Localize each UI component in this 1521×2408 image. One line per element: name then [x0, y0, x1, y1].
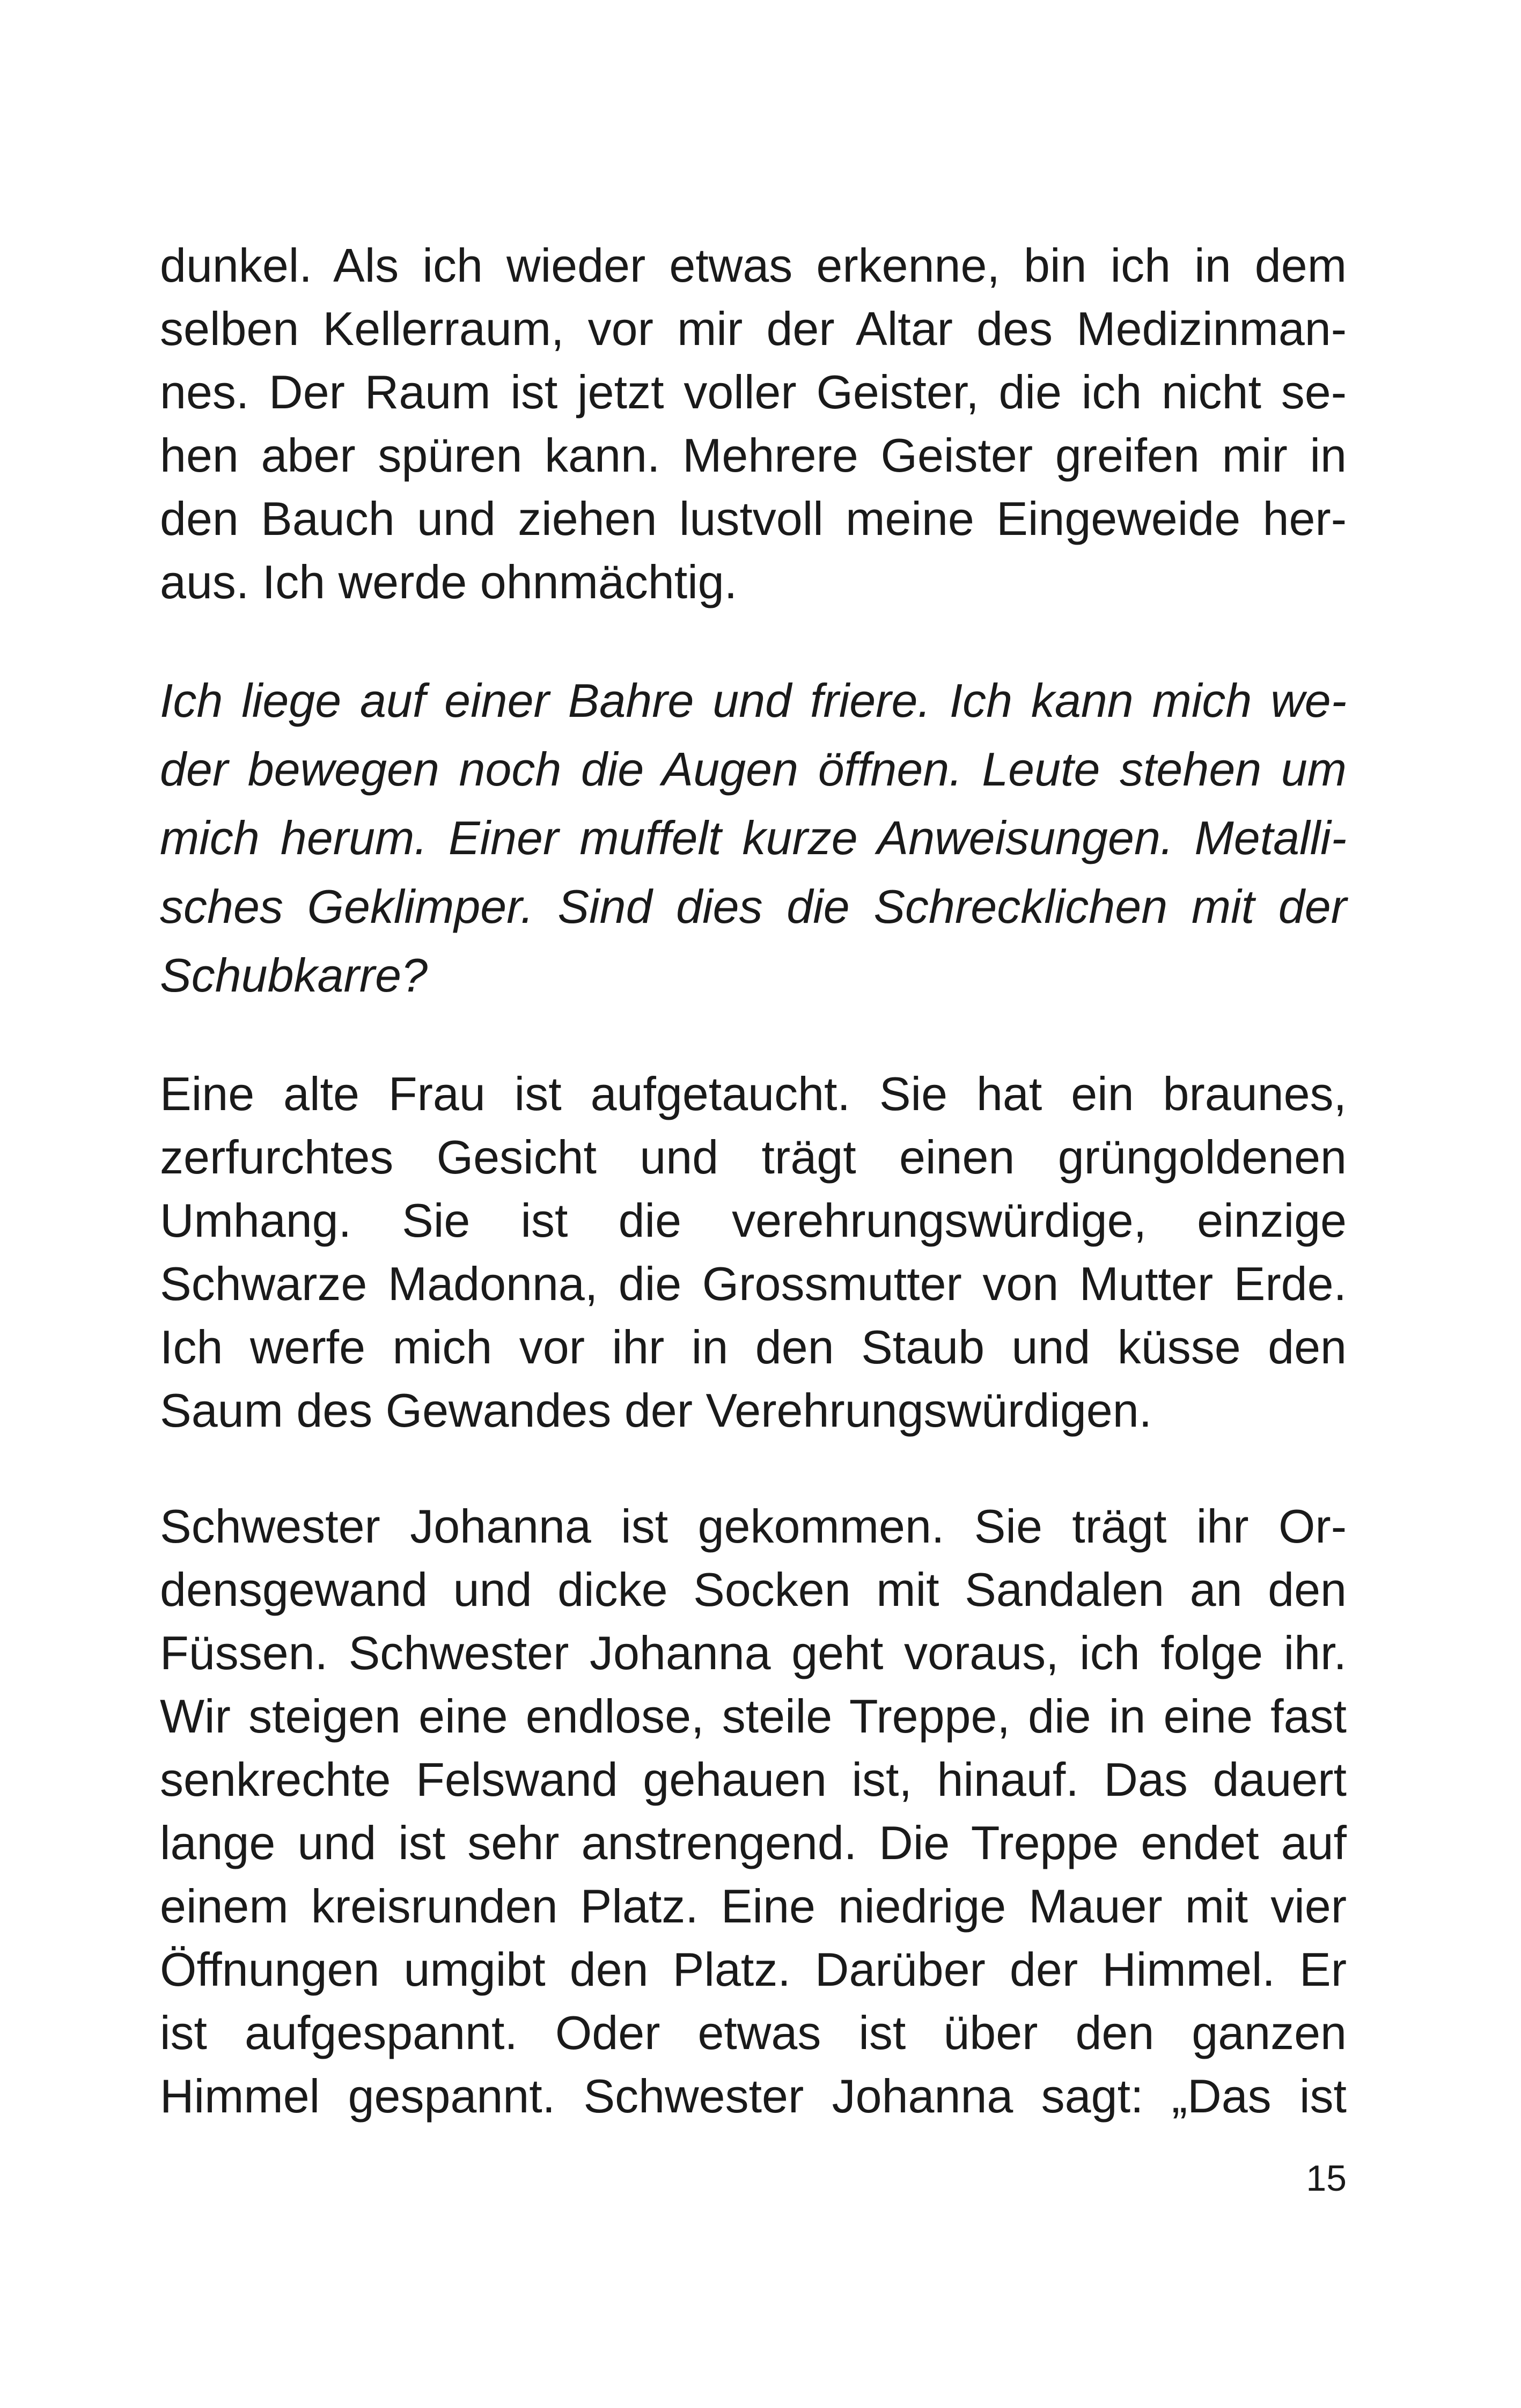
text-line: lange und ist sehr anstrengend. Die Treppe endet auf — [160, 1816, 1347, 1869]
text-line: Füssen. Schwester Johanna geht voraus, ich folge ihr. — [160, 1626, 1347, 1679]
paragraph-2-italic — [160, 666, 1347, 1010]
paragraph-spacer — [160, 1442, 1347, 1495]
text-line: Himmel gespannt. Schwester Johanna sagt: „Das ist — [160, 2069, 1347, 2123]
paragraph-spacer — [160, 1010, 1347, 1062]
text-line: ist aufgespannt. Oder etwas ist über den ganzen — [160, 2006, 1347, 2059]
page-number: 15 — [1306, 2158, 1347, 2199]
paragraph-3 — [160, 1062, 1347, 1442]
text-line: Ich werfe mich vor ihr in den Staub und küsse den — [160, 1320, 1347, 1374]
paragraph-1 — [160, 234, 1347, 614]
text-line: densgewand und dicke Socken mit Sandalen an den — [160, 1563, 1347, 1616]
text-line: sches Geklimper. Sind dies die Schrecklichen mit der — [160, 880, 1347, 933]
text-line: Eine alte Frau ist aufgetaucht. Sie hat ein braunes, — [160, 1067, 1347, 1120]
text-line: Schwester Johanna ist gekommen. Sie trägt ihr Or- — [160, 1500, 1347, 1553]
text-line: Umhang. Sie ist die verehrungswürdige, einzige — [160, 1194, 1347, 1247]
text-line: Öffnungen umgibt den Platz. Darüber der Himmel. Er — [160, 1943, 1347, 1996]
text-line: nes. Der Raum ist jetzt voller Geister, die ich nicht se- — [160, 365, 1347, 419]
text-line: Schubkarre? — [160, 949, 428, 1002]
text-line: der bewegen noch die Augen öffnen. Leute stehen um — [160, 743, 1347, 796]
page-body — [160, 234, 1347, 2128]
text-line: selben Kellerraum, vor mir der Altar des Medizinman- — [160, 302, 1347, 355]
text-line: Schwarze Madonna, die Grossmutter von Mutter Erde. — [160, 1257, 1347, 1310]
paragraph-spacer — [160, 614, 1347, 666]
text-line: Wir steigen eine endlose, steile Treppe, die in eine fast — [160, 1690, 1347, 1743]
text-line: aus. Ich werde ohnmächtig. — [160, 555, 738, 608]
text-line: mich herum. Einer muffelt kurze Anweisungen. Metalli- — [160, 811, 1347, 864]
text-line: senkrechte Felswand gehauen ist, hinauf. Das dauert — [160, 1753, 1347, 1806]
text-line: Saum des Gewandes der Verehrungswürdigen. — [160, 1384, 1152, 1437]
text-line: zerfurchtes Gesicht und trägt einen grüngoldenen — [160, 1130, 1347, 1184]
text-line: dunkel. Als ich wieder etwas erkenne, bin ich in dem — [160, 239, 1347, 292]
text-line: einem kreisrunden Platz. Eine niedrige Mauer mit vier — [160, 1880, 1347, 1933]
text-line: Ich liege auf einer Bahre und friere. Ich kann mich we- — [160, 674, 1347, 727]
text-line: den Bauch und ziehen lustvoll meine Eingeweide her- — [160, 492, 1347, 545]
text-line: hen aber spüren kann. Mehrere Geister greifen mir in — [160, 429, 1347, 482]
paragraph-4 — [160, 1495, 1347, 2128]
